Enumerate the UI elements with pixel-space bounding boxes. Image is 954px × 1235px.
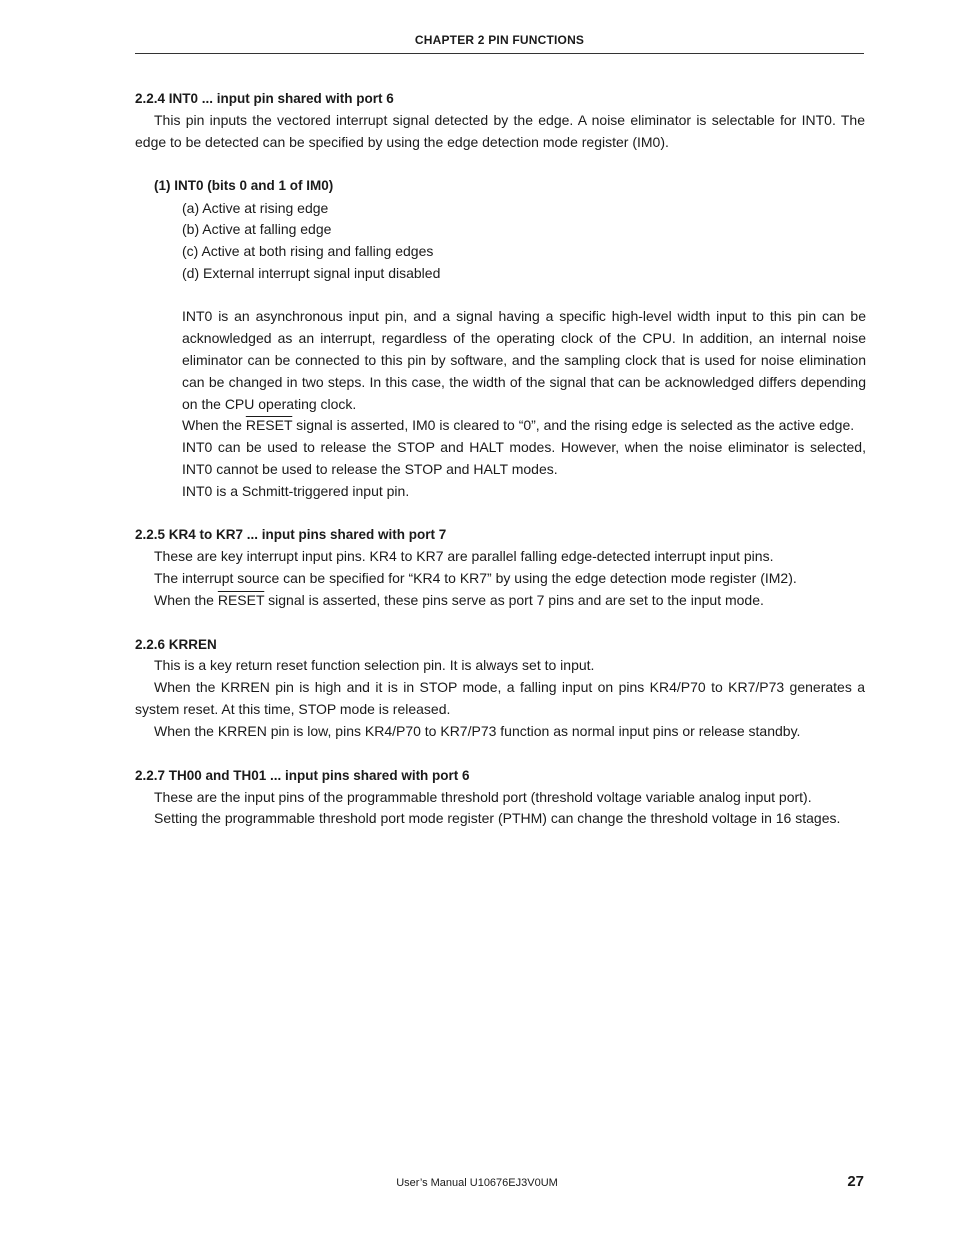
s224-body-line-3: eliminator can be connected to this pin by software, and the sampling clock that is used for noise elimination [182, 352, 866, 368]
s226-line-3: system reset. At this time, STOP mode is released. [135, 701, 451, 717]
reset-signal-name: RESET [217, 592, 265, 608]
reset-pre-text: When the [154, 592, 218, 608]
reset-post-text: signal is asserted, IM0 is cleared to “0”, and the rising edge is selected as the active edge. [292, 417, 855, 433]
s227-line-1: These are the input pins of the programmable threshold port (threshold voltage variable analog input port). [154, 789, 812, 805]
s224-body-line-2: acknowledged as an interrupt, regardless of the operating clock of the CPU. In addition, an internal noise [182, 330, 866, 346]
s224-body-line-1: INT0 is an asynchronous input pin, and a signal having a specific high-level width input to this pin can be [182, 308, 866, 324]
list-item-falling: (b) Active at falling edge [182, 221, 332, 237]
s226-line-2: When the KRREN pin is high and it is in STOP mode, a falling input on pins KR4/P70 to KR7/P73 generates a [154, 679, 865, 695]
reset-post-text: signal is asserted, these pins serve as port 7 pins and are set to the input mode. [264, 592, 764, 608]
s225-line-2: The interrupt source can be specified for “KR4 to KR7” by using the edge detection mode register (IM2). [154, 570, 797, 586]
s226-line-1: This is a key return reset function selection pin. It is always set to input. [154, 657, 595, 673]
reset-pre-text: When the [182, 417, 246, 433]
subsection-heading-int0-bits: (1) INT0 (bits 0 and 1 of IM0) [154, 178, 334, 193]
s225-line-1: These are key interrupt input pins. KR4 to KR7 are parallel falling edge-detected interrupt input pins. [154, 548, 774, 564]
s225-reset-line [154, 591, 764, 609]
list-item-rising: (a) Active at rising edge [182, 200, 329, 216]
s224-paragraph-line-2: edge to be detected can be specified by using the edge detection mode register (IM0). [135, 134, 669, 150]
list-item-disabled: (d) External interrupt signal input disabled [182, 265, 441, 281]
section-heading-2-2-7: 2.2.7 TH00 and TH01 ... input pins shared with port 6 [135, 768, 470, 783]
header-rule [135, 53, 864, 54]
s224-body-line-5: on the CPU operating clock. [182, 396, 357, 412]
chapter-header: CHAPTER 2 PIN FUNCTIONS [414, 33, 585, 47]
s227-line-2: Setting the programmable threshold port mode register (PTHM) can change the threshold voltage in 16 stages. [154, 810, 841, 826]
s224-body2-line-1: INT0 can be used to release the STOP and HALT modes. However, when the noise eliminator is selected, [182, 439, 866, 455]
section-heading-2-2-5: 2.2.5 KR4 to KR7 ... input pins shared with port 7 [135, 527, 447, 542]
s226-line-4: When the KRREN pin is low, pins KR4/P70 to KR7/P73 function as normal input pins or release standby. [154, 723, 801, 739]
s224-reset-line [182, 416, 854, 434]
page-number: 27 [847, 1173, 864, 1190]
s224-body-line-4: can be changed in two steps. In this case, the width of the signal that can be acknowledged differs depending [182, 374, 866, 390]
list-item-both: (c) Active at both rising and falling edges [182, 243, 434, 259]
s224-paragraph-line-1: This pin inputs the vectored interrupt signal detected by the edge. A noise eliminator is selectable for INT0. The [154, 112, 865, 128]
s224-body2-line-3: INT0 is a Schmitt-triggered input pin. [182, 483, 410, 499]
footer-manual-id: User’s Manual U10676EJ3V0UM [396, 1177, 558, 1189]
section-heading-2-2-6: 2.2.6 KRREN [135, 637, 217, 652]
s224-body2-line-2: INT0 cannot be used to release the STOP and HALT modes. [182, 461, 558, 477]
section-heading-2-2-4: 2.2.4 INT0 ... input pin shared with port 6 [135, 91, 394, 106]
reset-signal-name: RESET [245, 417, 293, 433]
